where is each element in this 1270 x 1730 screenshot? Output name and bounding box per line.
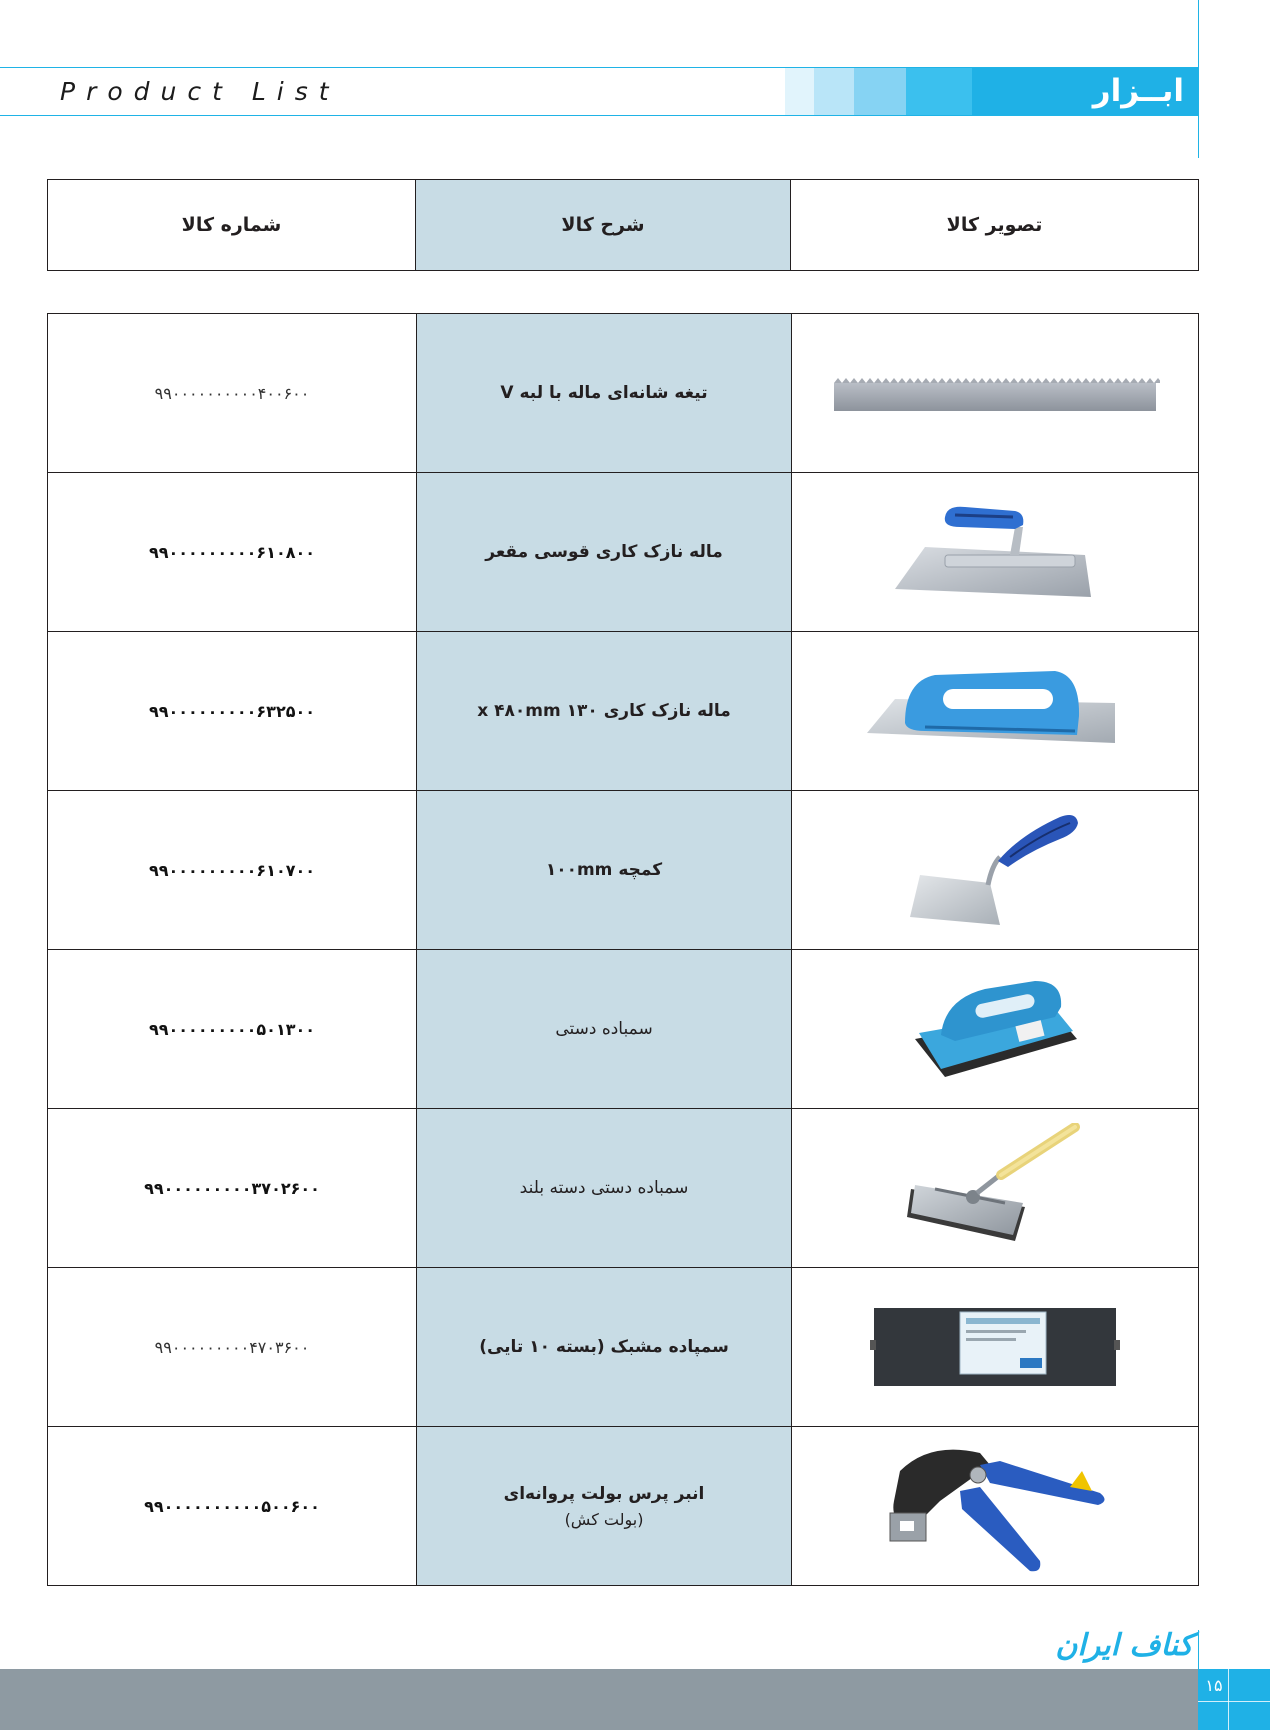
product-description-text: ماله نازک کاری قوسی مقعر [485,542,723,562]
product-image-cell [792,314,1198,472]
table-row [48,950,1198,1109]
product-description [417,473,792,631]
product-image-cell [792,1109,1198,1267]
table-row [48,314,1198,473]
product-number: ۹۹۰۰۰۰۰۰۰۰۰۰۴۰۰۶۰۰ [48,314,417,472]
header-gradient-block [906,68,972,115]
column-header-table [47,179,1199,271]
product-description-text: سمباده دستی دسته بلند [519,1178,689,1198]
hand-sander-icon [905,969,1085,1089]
page-title: Product List [60,77,340,106]
footer-bar [0,1669,1198,1730]
product-image-cell [792,473,1198,631]
product-description [417,1109,792,1267]
product-number: ۹۹۰۰۰۰۰۰۰۰۰۴۷۰۳۶۰۰ [48,1268,417,1426]
product-description-text: کمچه ۱۰۰mm [545,860,663,880]
bolt-press-pliers-icon [870,1431,1120,1581]
smoothing-trowel-icon [865,661,1125,761]
brand-logo: کناف ایران [1055,1628,1193,1663]
product-image-cell [792,1427,1198,1585]
product-number: ۹۹۰۰۰۰۰۰۰۰۰۵۰۱۳۰۰ [48,950,417,1108]
product-image-cell [792,632,1198,790]
header-vertical-rule [1198,0,1199,158]
product-description [417,950,792,1108]
product-number: ۹۹۰۰۰۰۰۰۰۰۰۶۳۲۵۰۰ [48,632,417,790]
footer-divider [1198,1701,1270,1702]
product-image-cell [792,1268,1198,1426]
header-gradient-block [785,68,814,115]
product-description [417,314,792,472]
product-description-text: انبر پرس بولت پروانه‌ای [503,1483,705,1504]
column-header-image: تصویر کالا [946,214,1043,236]
notched-blade-icon [830,369,1160,417]
table-row [48,473,1198,632]
product-number: ۹۹۰۰۰۰۰۰۰۰۰۶۱۰۷۰۰ [48,791,417,949]
product-description [417,1427,792,1585]
pole-sander-icon [905,1123,1085,1253]
product-description-text: تیغه شانه‌ای ماله با لبه V [500,383,708,403]
product-description [417,1268,792,1426]
table-row [48,1427,1198,1585]
curved-trowel-icon [885,497,1105,607]
product-number: ۹۹۰۰۰۰۰۰۰۰۰۳۷۰۲۶۰۰ [48,1109,417,1267]
column-header-description: شرح کالا [416,180,791,270]
product-image-cell [792,791,1198,949]
product-description-text: ماله نازک کاری ۱۳۰ x ۴۸۰mm [477,701,731,721]
product-description [417,632,792,790]
product-description-text: سمباده دستی [555,1019,653,1039]
product-image-cell [792,950,1198,1108]
product-number: ۹۹۰۰۰۰۰۰۰۰۰۶۱۰۸۰۰ [48,473,417,631]
mesh-sandpaper-icon [870,1302,1120,1392]
table-row [48,791,1198,950]
putty-knife-icon [900,805,1090,935]
product-table [47,313,1199,1586]
header-gradient-block [814,68,854,115]
table-row [48,1268,1198,1427]
table-row [48,1109,1198,1268]
column-header-number: شماره کالا [48,180,416,270]
section-title: ابــزار [1092,73,1184,109]
table-row [48,632,1198,791]
footer-divider [1228,1669,1229,1730]
product-description-text: سمپاده مشبک (بسته ۱۰ تایی) [479,1337,729,1357]
header-gradient-block [854,68,906,115]
product-description-subtitle: (بولت کش) [564,1509,644,1529]
header-bottom-rule [0,115,1198,116]
product-number: ۹۹۰۰۰۰۰۰۰۰۰۰۵۰۰۶۰۰ [48,1427,417,1585]
page-number: ۱۵ [1205,1676,1223,1695]
product-description [417,791,792,949]
